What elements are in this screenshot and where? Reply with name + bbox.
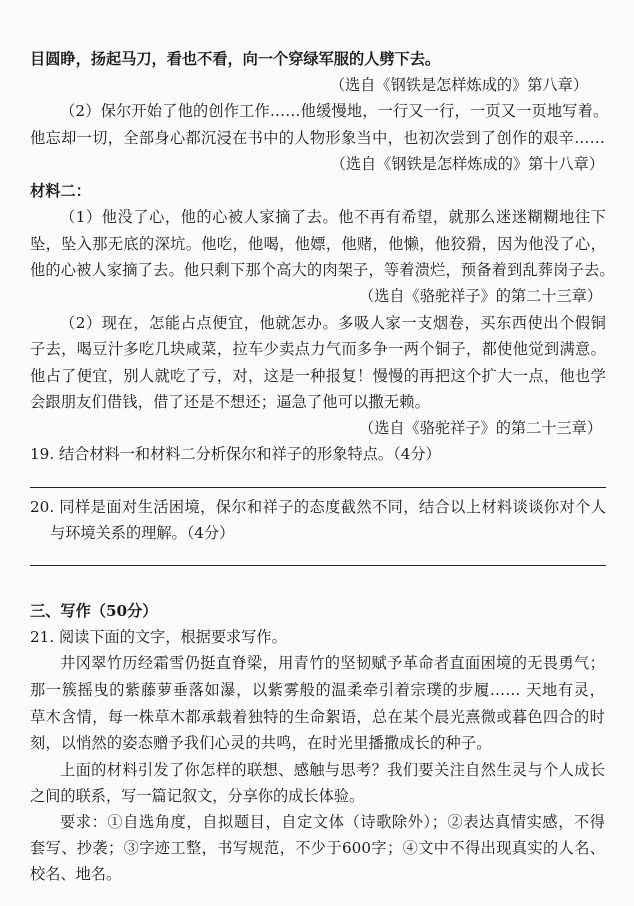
writing-passage-line: 刻，以悄然的姿态赠予我们心灵的共鸣，在时光里播撒成长的种子。 <box>30 734 492 752</box>
material-two-p2-line: （2）现在，怎能占点便宜，他就怎办。多吸人家一支烟卷，买东西使出个假铜 <box>60 314 606 332</box>
source-citation: （选自《钢铁是怎样炼成的》第十八章） <box>330 155 604 173</box>
writing-requirements-line: 要求：①自选角度，自拟题目，自定文体（诗歌除外）；②表达真情实感，不得 <box>60 813 605 831</box>
material-two-p2-line: 会跟朋友们借钱，借了还是不想还；逼急了他可以撒无赖。 <box>30 393 431 411</box>
material-two-p1-line: 他的心被人家摘了去。他只剩下那个高大的肉架子，等着溃烂，预备着到乱葬岗子去。 <box>30 261 615 279</box>
source-citation: （选自《钢铁是怎样炼成的》第八章） <box>329 76 588 94</box>
answer-line <box>30 565 606 566</box>
question-19: 19. 结合材料一和材料二分析保尔和祥子的形象特点。（4分） <box>30 445 441 463</box>
material-two-p1-line: 坠，坠入那无底的深坑。他吃，他喝，他嫖，他赌，他懒，他狡猾，因为他没了心， <box>30 235 606 253</box>
section-three-heading: 三、写作（50分） <box>30 602 158 620</box>
question-20-line: 与环境关系的理解。（4分） <box>50 524 235 542</box>
question-21: 21. 阅读下面的文字，根据要求写作。 <box>30 628 287 646</box>
writing-passage-line: 草木含情，每一株草木都承载着独特的生命絮语，总在某个晨光熹微或暮色四合的时 <box>30 708 605 726</box>
writing-passage-line: 井冈翠竹历经霜雪仍挺直脊梁，用青竹的坚韧赋予革命者直面困境的无畏勇气； <box>60 654 605 672</box>
writing-prompt-line: 之间的联系，写一篇记叙文，分享你的成长体验。 <box>30 787 365 805</box>
writing-requirements-line: 校名、地名。 <box>30 865 122 883</box>
source-citation: （选自《骆驼祥子》的第二十三章） <box>359 419 602 437</box>
answer-line <box>30 487 606 488</box>
source-citation: （选自《骆驼祥子》的第二十三章） <box>359 287 602 305</box>
material-two-p1-line: （1）他没了心，他的心被人家摘了去。他不再有希望，就那么迷迷糊糊地往下 <box>60 208 606 226</box>
material-one-p2-line: 他忘却一切，全部身心都沉浸在书中的人物形象当中，也初次尝到了创作的艰辛…… <box>30 129 605 147</box>
material-one-last-line: 目圆睁，扬起马刀，看也不看，向一个穿绿军服的人劈下去。 <box>30 50 441 68</box>
writing-requirements-line: 套写、抄袭；③字迹工整，书写规范，不少于600字；④文中不得出现真实的人名、 <box>30 839 605 857</box>
writing-passage-line: 那一簇摇曳的紫藤萝垂落如瀑，以紫雾般的温柔牵引着宗璞的步履…… 天地有灵， <box>30 681 605 699</box>
material-one-p2-line: （2）保尔开始了他的创作工作……他缓慢地，一行又一行，一页又一页地写着。 <box>60 102 609 120</box>
material-two-heading: 材料二： <box>30 182 91 200</box>
material-two-p2-line: 子去，喝豆汁多吃几块咸菜，拉车少卖点力气而多争一两个铜子，都使他觉到满意。 <box>30 340 606 358</box>
question-20-line: 20. 同样是面对生活困境，保尔和祥子的态度截然不同，结合以上材料谈谈你对个人 <box>30 498 606 516</box>
material-two-p2-line: 他占了便宜，别人就吃了亏，对，这是一种报复！慢慢的再把这个扩大一点，他也学 <box>30 367 606 385</box>
writing-prompt-line: 上面的材料引发了你怎样的联想、感触与思考？我们要关注自然生灵与个人成长 <box>60 761 605 779</box>
